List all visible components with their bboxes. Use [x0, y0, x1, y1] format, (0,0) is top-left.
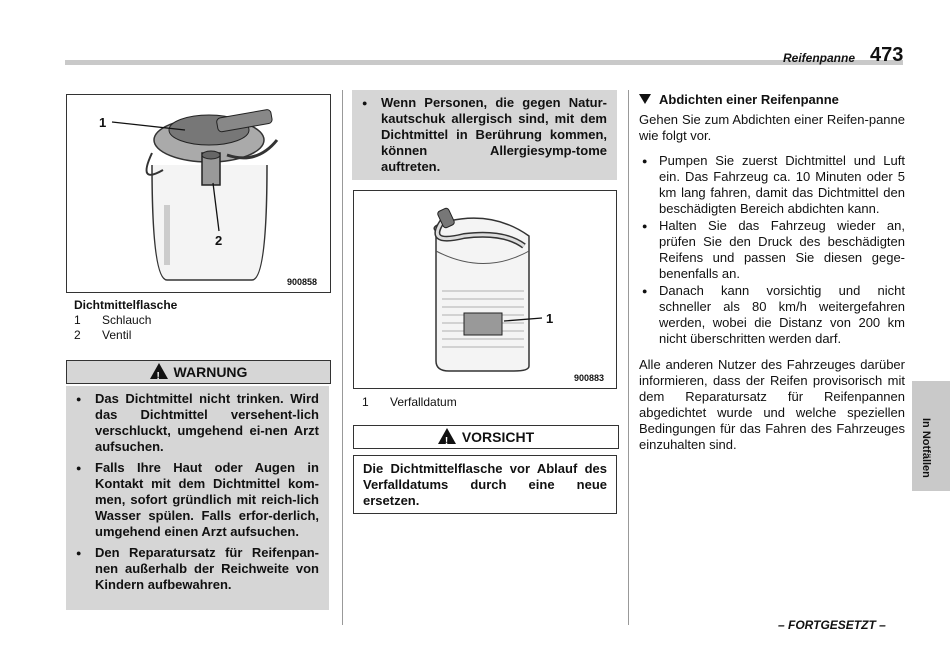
callout-1: 1: [99, 115, 107, 130]
section-bullet: ● Danach kann vorsichtig und nicht schneller als 80 km/h weitergefahren werden, wobei die Distanz von 200 km nicht überschritten werden darf.: [639, 283, 905, 347]
section-heading: Abdichten einer Reifenpanne: [639, 92, 905, 108]
warning-item: ● Den Reparatursatz für Reifenpan-nen außerhalb der Reichweite von Kindern aufbewahren.: [66, 545, 319, 593]
section-bullet: ● Pumpen Sie zuerst Dichtmittel und Luft ein. Das Fahrzeug ca. 10 Minuten oder 5 km lang fahren, damit das Dichtmittel den beschädigten Bereich abdichten kann.: [639, 153, 905, 217]
sealant-bottle-figure: [66, 94, 331, 293]
section-title: Reifenpanne: [783, 51, 856, 65]
warning-item: ● Wenn Personen, die gegen Natur-kautschuk allergisch sind, mit dem Dichtmittel in Berührung kommen, können Allergiesymp-tome auftreten.: [352, 95, 607, 175]
figure2-caption: [362, 395, 457, 410]
warning-item: ● Falls Ihre Haut oder Augen in Kontakt mit dem Dichtmittel kom-men, sofort gründlich mit reich-lich Wasser spülen. Falls erfor-derlich, umgehend einen Arzt aufsuchen.: [66, 460, 319, 540]
section-bullet: ● Halten Sie das Fahrzeug wieder an, prüfen Sie den Druck des beschädigten Reifens und passen Sie diesen gege-benenfalls an.: [639, 218, 905, 282]
section-column: [639, 92, 905, 462]
callout-1: 1: [546, 311, 554, 326]
continued-label: – FORTGESETZT –: [778, 618, 886, 632]
caption-item: 2 Ventil: [74, 328, 132, 342]
warning-item: ● Das Dichtmittel nicht trinken. Wird das Dichtmittel versehent-lich verschluckt, umgehend ei-nen Arzt aufsuchen.: [66, 391, 319, 455]
section-outro: Alle anderen Nutzer des Fahrzeuges darüber informieren, dass der Reifen provisorisch mit dem Reparatursatz für Reifenpannen abgedichtet wurde und welche speziellen Bedingungen für das Fahren des Fahrzeuges einzuhalten sind.: [639, 357, 905, 452]
warning-continued-box: [352, 90, 617, 180]
caution-heading: !VORSICHT: [353, 425, 619, 449]
caution-box: Die Dichtmittelflasche vor Ablauf des Verfalldatums durch eine neue ersetzen.: [353, 455, 617, 514]
expiry-bottle-illustration: [354, 191, 616, 388]
figure-id: 900858: [287, 277, 318, 287]
callout-2: 2: [215, 233, 223, 248]
column-divider-2: [628, 90, 629, 625]
column-divider-1: [342, 90, 343, 625]
figure-id: 900883: [574, 373, 605, 383]
page-number: 473: [870, 44, 904, 66]
warning-box: [66, 386, 329, 610]
warning-triangle-icon: [150, 363, 168, 379]
caption-item: 1 Schlauch: [74, 313, 152, 327]
header-rule: [65, 60, 903, 65]
warning-triangle-icon: [438, 428, 456, 444]
section-intro: Gehen Sie zum Abdichten einer Reifen-panne wie folgt vor.: [639, 112, 905, 143]
warning-heading: !WARNUNG: [66, 360, 331, 384]
side-tab-label: In Notfällen: [920, 418, 932, 478]
caption-item: 1 Verfalldatum: [362, 395, 457, 409]
caption-title: Dichtmittelflasche: [74, 298, 178, 312]
figure1-caption: [74, 298, 177, 343]
expiry-label-figure: [353, 190, 617, 389]
sealant-bottle-illustration: [67, 95, 330, 292]
triangle-down-icon: [639, 94, 651, 104]
